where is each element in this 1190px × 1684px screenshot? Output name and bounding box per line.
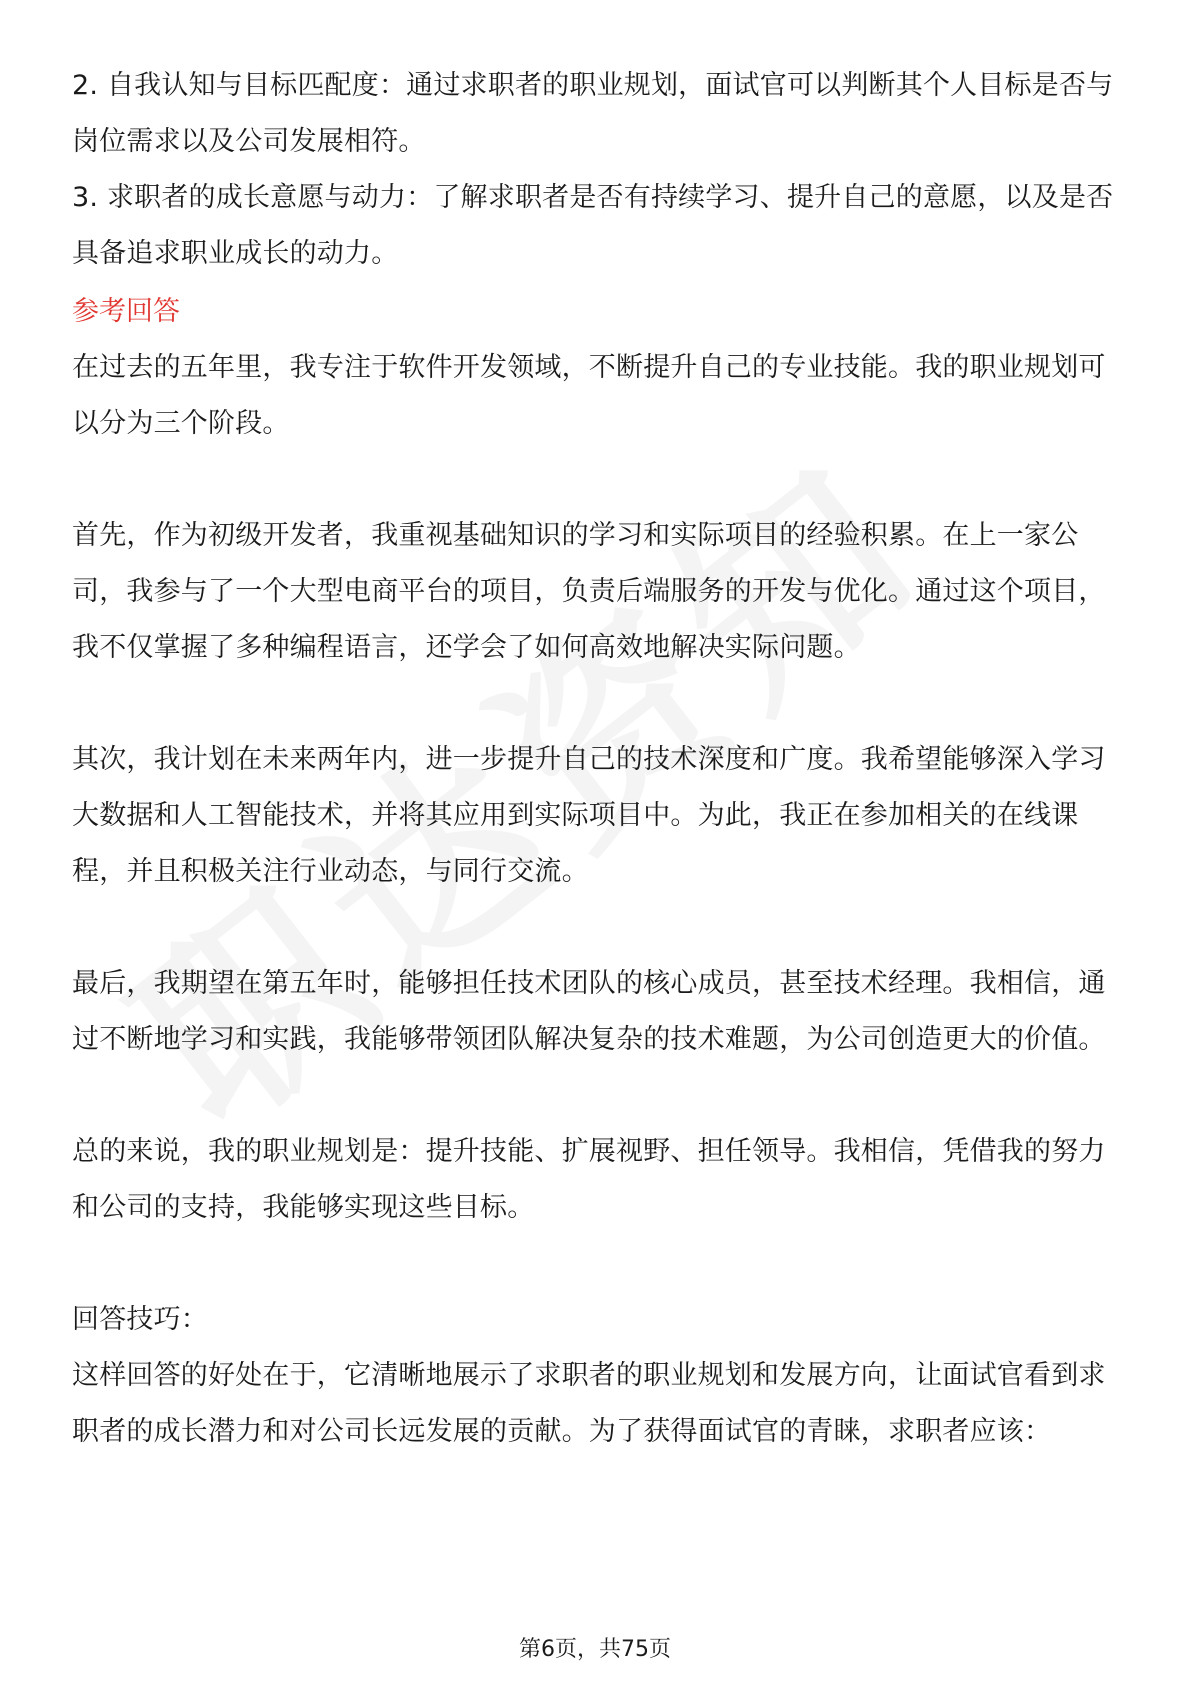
- reference-second-paragraph: 其次，我计划在未来两年内，进一步提升自己的技术深度和广度。我希望能够深入学习大数据和人工智能技术，并将其应用到实际项目中。为此，我正在参加相关的在线课程，并且积极关注行业动态，与同行交流。: [72, 744, 1106, 887]
- paragraph-gap: [72, 452, 1118, 508]
- reference-intro-paragraph: 在过去的五年里，我专注于软件开发领域，不断提升自己的专业技能。我的职业规划可以分为三个阶段。: [72, 352, 1106, 439]
- paragraph-gap: [72, 676, 1118, 732]
- page-content: [72, 58, 1118, 1460]
- reference-summary-paragraph: 总的来说，我的职业规划是：提升技能、扩展视野、担任领导。我相信，凭借我的努力和公司的支持，我能够实现这些目标。: [72, 1136, 1106, 1223]
- paragraph-gap: [72, 1236, 1118, 1292]
- list-item-2: 2. 自我认知与目标匹配度：通过求职者的职业规划，面试官可以判断其个人目标是否与岗位需求以及公司发展相符。: [72, 70, 1114, 157]
- paragraph-gap: [72, 900, 1118, 956]
- page-number-footer: 第6页，共75页: [519, 1637, 671, 1662]
- reference-answer-heading: 参考回答: [72, 296, 180, 327]
- reference-last-paragraph: 最后，我期望在第五年时，能够担任技术团队的核心成员，甚至技术经理。我相信，通过不断地学习和实践，我能够带领团队解决复杂的技术难题，为公司创造更大的价值。: [72, 968, 1106, 1055]
- paragraph-gap: [72, 1068, 1118, 1124]
- tips-body-paragraph: 这样回答的好处在于，它清晰地展示了求职者的职业规划和发展方向，让面试官看到求职者的成长潜力和对公司长远发展的贡献。为了获得面试官的青睐，求职者应该：: [72, 1360, 1106, 1447]
- tips-heading: 回答技巧：: [72, 1304, 208, 1335]
- list-item-3: 3. 求职者的成长意愿与动力：了解求职者是否有持续学习、提升自己的意愿，以及是否具备追求职业成长的动力。: [72, 182, 1114, 269]
- reference-first-paragraph: 首先，作为初级开发者，我重视基础知识的学习和实际项目的经验积累。在上一家公司，我参与了一个大型电商平台的项目，负责后端服务的开发与优化。通过这个项目，我不仅掌握了多种编程语言，还学会了如何高效地解决实际问题。: [72, 520, 1106, 663]
